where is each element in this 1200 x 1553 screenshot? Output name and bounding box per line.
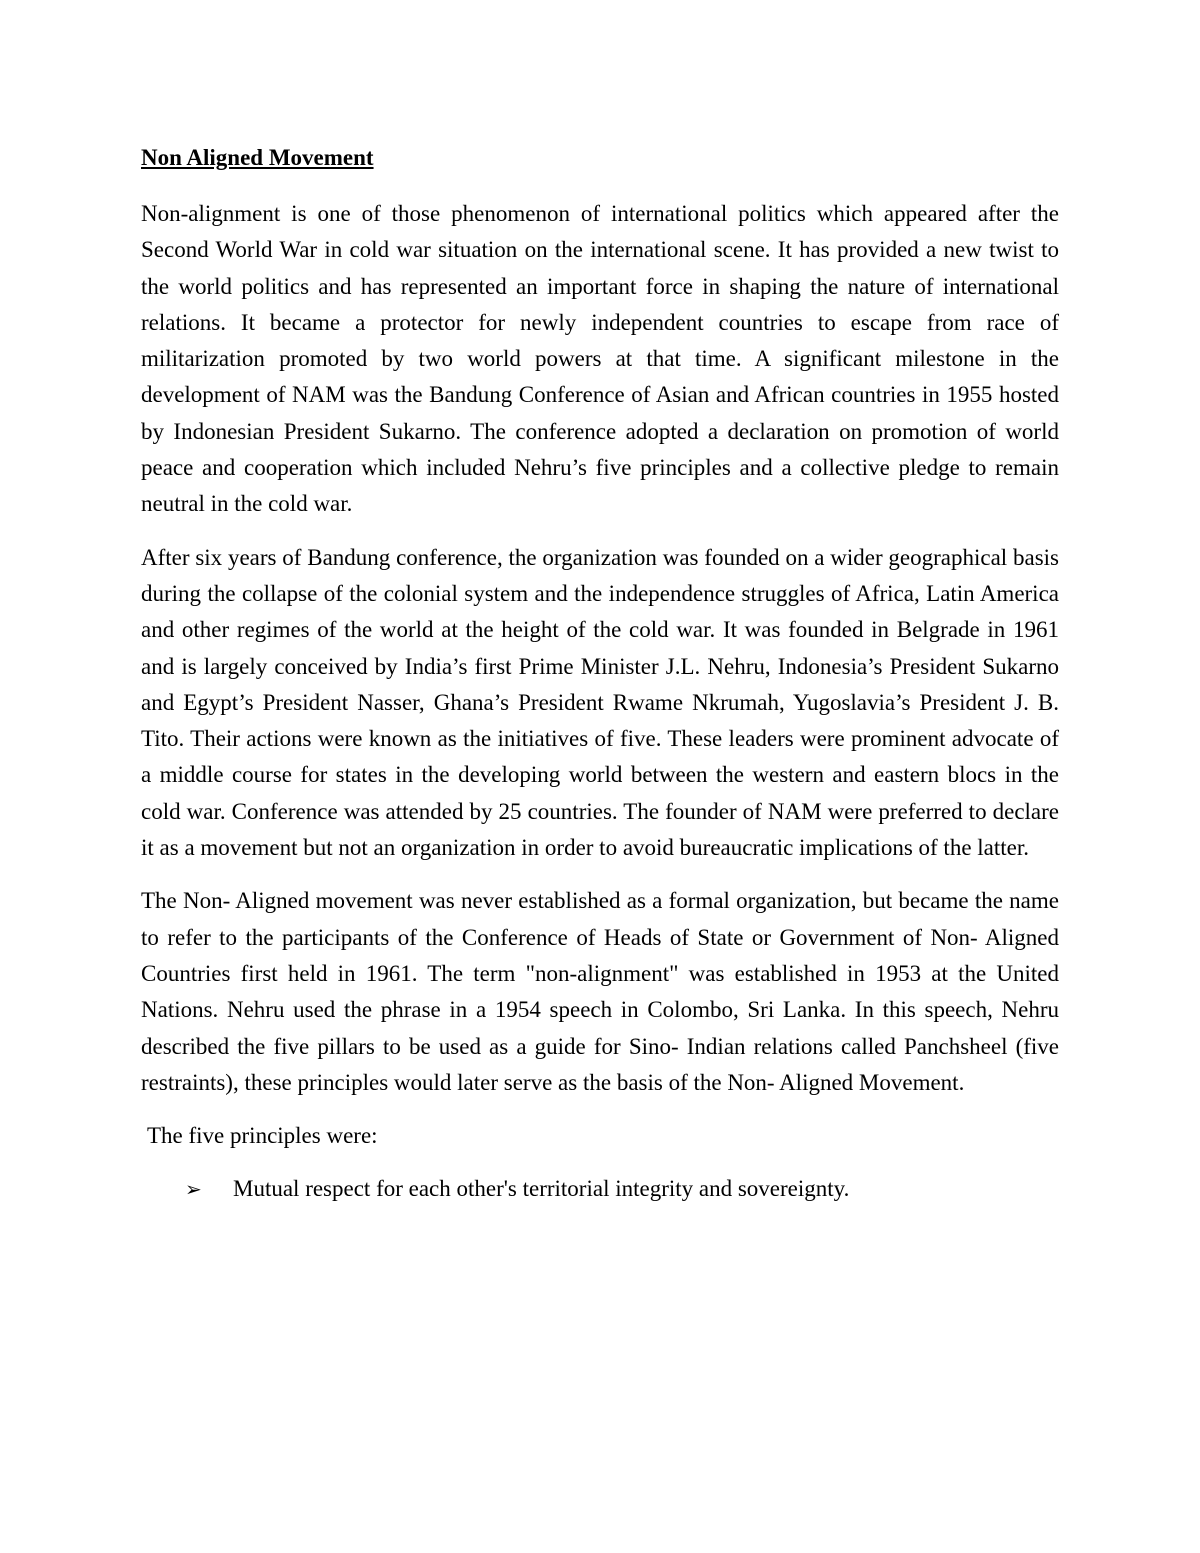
principles-list [141,1171,1059,1207]
paragraph-non-alignment-origin: Non-alignment is one of those phenomenon of international politics which appeared after the Second World War in cold war situation on the international scene. It has provided a new twist to the world politics and has represented an important force in shaping the nature of international relations. It became a protector for newly independent countries to escape from race of militarization promoted by two world powers at that time. A significant milestone in the development of NAM was the Bandung Conference of Asian and African countries in 1955 hosted by Indonesian President Sukarno. The conference adopted a declaration on promotion of world peace and cooperation which included Nehru’s five principles and a collective pledge to remain neutral in the cold war. [141,201,1059,517]
document-title: Non Aligned Movement [141,145,374,170]
document-page [141,140,1059,1207]
principles-intro: The five principles were: [147,1123,378,1149]
paragraph-founding: After six years of Bandung conference, the organization was founded on a wider geographical basis during the collapse of the colonial system and the independence struggles of Africa, Latin America and other regimes of the world at the height of the cold war. It was founded in Belgrade in 1961 and is largely conceived by India’s first Prime Minister J.L. Nehru, Indonesia’s President Sukarno and Egypt’s President Nasser, Ghana’s President Rwame Nkrumah, Yugoslavia’s President J. B. Tito. Their actions were known as the initiatives of five. These leaders were prominent advocate of a middle course for states in the developing world between the western and eastern blocs in the cold war. Conference was attended by 25 countries. The founder of NAM were preferred to declare it as a movement but not an organization in order to avoid bureaucratic implications of the latter. [141,544,1059,861]
arrowhead-bullet-icon: ➢ [185,1177,202,1202]
paragraph-panchsheel: The Non- Aligned movement was never established as a formal organization, but became the name to refer to the participants of the Conference of Heads of State or Government of Non- Aligned Countries first held in 1961. The term "non-alignment" was established in 1953 at the United Nations. Nehru used the phrase in a 1954 speech in Colombo, Sri Lanka. In this speech, Nehru described the five pillars to be used as a guide for Sino- Indian relations called Panchsheel (five restraints), these principles would later serve as the basis of the Non- Aligned Movement. [141,888,1059,1095]
principle-text: Mutual respect for each other's territorial integrity and sovereignty. [233,1176,850,1202]
list-item [185,1171,1059,1207]
